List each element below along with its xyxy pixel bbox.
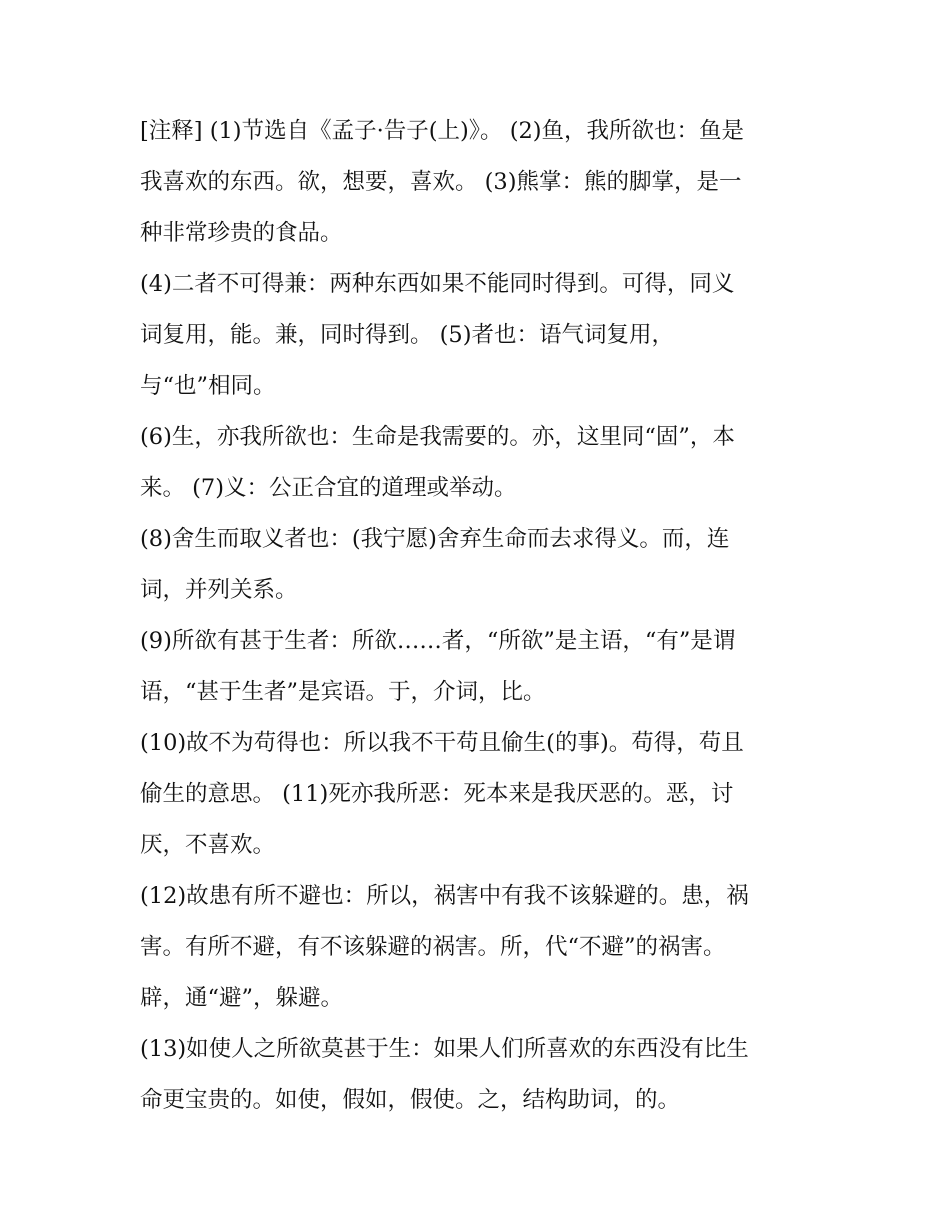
text-line: 词，并列关系。 (140, 577, 298, 603)
text-line: 辟，通“避”，躲避。 (140, 985, 344, 1011)
text-line: 我喜欢的东西。欲，想要，喜欢。 (3)熊掌：熊的脚掌，是一 (140, 169, 742, 195)
text-line: 词复用，能。兼，同时得到。 (5)者也：语气词复用， (140, 322, 675, 348)
text-line: (8)舍生而取义者也：(我宁愿)舍弃生命而去求得义。而，连 (140, 526, 730, 552)
text-line: (4)二者不可得兼：两种东西如果不能同时得到。可得，同义 (140, 271, 735, 297)
text-line: (6)生，亦我所欲也：生命是我需要的。亦，这里同“固”，本 (140, 424, 735, 450)
text-line: 命更宝贵的。如使，假如，假使。之，结构助词，的。 (140, 1087, 681, 1113)
text-line: 种非常珍贵的食品。 (140, 220, 343, 246)
text-line: [注释] (1)节选自《孟子·告子(上)》。 (2)鱼，我所欲也：鱼是 (140, 118, 745, 144)
text-line: 与“也”相同。 (140, 373, 276, 399)
text-line: 偷生的意思。 (11)死亦我所恶：死本来是我厌恶的。恶，讨 (140, 781, 734, 807)
text-line: (9)所欲有甚于生者：所欲……者，“所欲”是主语，“有”是谓 (140, 628, 736, 654)
text-line: (12)故患有所不避也：所以，祸害中有我不该躲避的。患，祸 (140, 883, 749, 909)
text-line: 来。 (7)义：公正合宜的道理或举动。 (140, 475, 517, 501)
text-line: 厌，不喜欢。 (140, 832, 276, 858)
text-line: (13)如使人之所欲莫甚于生：如果人们所喜欢的东西没有比生 (140, 1036, 749, 1062)
text-line: 害。有所不避，有不该躲避的祸害。所，代“不避”的祸害。 (140, 934, 726, 960)
text-line: 语，“甚于生者”是宾语。于，介词，比。 (140, 679, 546, 705)
text-line: (10)故不为苟得也：所以我不干苟且偷生(的事)。苟得，苟且 (140, 730, 744, 756)
annotation-text-block (140, 106, 810, 1126)
